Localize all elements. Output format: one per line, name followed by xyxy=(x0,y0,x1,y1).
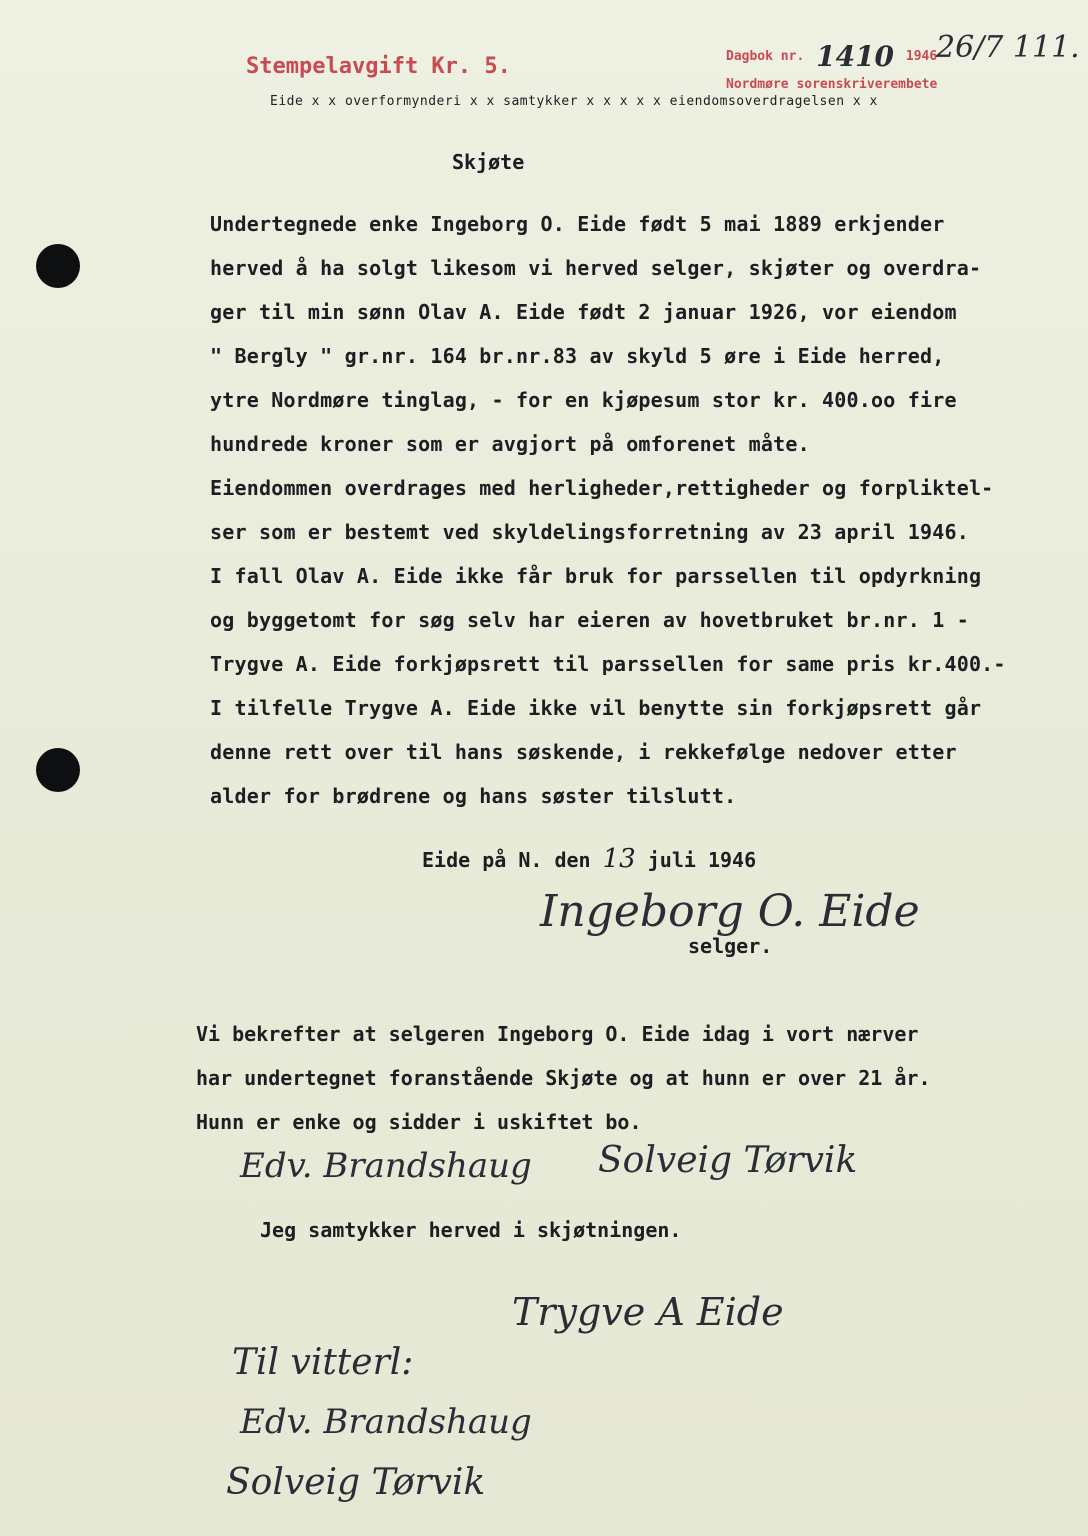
body-line: og byggetomt for søg selv har eieren av hovetbruket br.nr. 1 - xyxy=(210,608,969,632)
witness-signature-1: Edv. Brandshaug xyxy=(240,1146,532,1186)
seller-role: selger. xyxy=(688,934,773,958)
body-line: denne rett over til hans søskende, i rekkefølge nedover etter xyxy=(210,740,957,764)
place-date xyxy=(422,844,756,874)
body-line: ger til min sønn Olav A. Eide født 2 januar 1926, vor eiendom xyxy=(210,300,957,324)
struck-header: Eide x x overformynderi x x samtykker x x x x x eiendomsoverdragelsen x x xyxy=(270,94,878,109)
body-line: alder for brødrene og hans søster tilslutt. xyxy=(210,784,737,808)
place-date-suffix: juli 1946 xyxy=(647,848,757,872)
document-title: Skjøte xyxy=(452,150,525,174)
journal-year: 1946 xyxy=(905,49,938,64)
body-line: hundrede kroner som er avgjort på omforenet måte. xyxy=(210,432,810,456)
body-line: Undertegnede enke Ingeborg O. Eide født 5 mai 1889 erkjender xyxy=(210,212,945,236)
stamp-fee: Stempelavgift Kr. 5. xyxy=(246,54,511,79)
confirmation-line: har undertegnet foranstående Skjøte og at hunn er over 21 år. xyxy=(196,1066,931,1090)
journal-office: Nordmøre sorenskriverembete xyxy=(726,77,938,92)
punch-hole xyxy=(36,244,80,288)
confirmation-line: Vi bekrefter at selgeren Ingeborg O. Eide idag i vort nærver xyxy=(196,1022,919,1046)
punch-hole xyxy=(36,748,80,792)
consent-text: Jeg samtykker herved i skjøtningen. xyxy=(260,1218,682,1242)
stamp-journal xyxy=(726,34,937,92)
body-line: herved å ha solgt likesom vi herved selger, skjøter og overdra- xyxy=(210,256,982,280)
body-line: Eiendommen overdrages med herligheder,rettigheder og forpliktel- xyxy=(210,476,994,500)
place-date-day: 13 xyxy=(602,844,636,874)
reference-number: 26/7 111. xyxy=(936,30,1080,65)
body-line: Trygve A. Eide forkjøpsrett til parssellen for same pris kr.400.- xyxy=(210,652,1006,676)
witness-name-1: Edv. Brandshaug xyxy=(240,1402,532,1442)
witness-name-2: Solveig Tørvik xyxy=(226,1462,486,1503)
witness-signature-2: Solveig Tørvik xyxy=(598,1140,858,1181)
body-line: " Bergly " gr.nr. 164 br.nr.83 av skyld 5 øre i Eide herred, xyxy=(210,344,945,368)
place-date-prefix: Eide på N. den xyxy=(422,848,591,872)
journal-prefix: Dagbok nr. xyxy=(726,49,805,64)
body-line: I tilfelle Trygve A. Eide ikke vil benytte sin forkjøpsrett går xyxy=(210,696,982,720)
seller-signature: Ingeborg O. Eide xyxy=(540,886,920,937)
witness-label: Til vitterl: xyxy=(232,1342,414,1383)
body-line: I fall Olav A. Eide ikke får bruk for parssellen til opdyrkning xyxy=(210,564,982,588)
confirmation-line: Hunn er enke og sidder i uskiftet bo. xyxy=(196,1110,642,1134)
journal-number: 1410 xyxy=(816,40,895,73)
body-line: ytre Nordmøre tinglag, - for en kjøpesum stor kr. 400.oo fire xyxy=(210,388,957,412)
consent-signature: Trygve A Eide xyxy=(512,1290,784,1334)
body-line: ser som er bestemt ved skyldelingsforretning av 23 april 1946. xyxy=(210,520,969,544)
